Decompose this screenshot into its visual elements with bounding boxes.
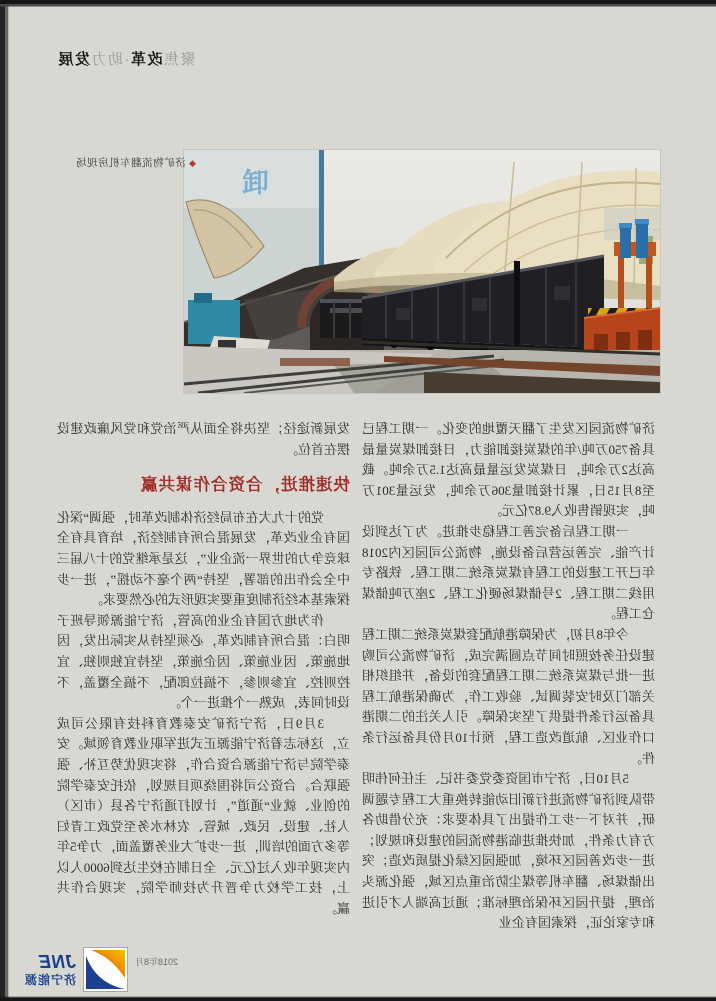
issue-date: 2018年8月 [134,957,178,967]
building-sign-text: 卸 [242,168,269,198]
caption-text: 济矿物流翻车机房现场 [75,158,186,169]
paragraph: 3月9日，济宁济矿安泰教育科技有限公司成立，这标志着济宁能源正式进军职业教育领域。安泰学院与济宁能源合资合作，将实现优势互补、强强联合。合资公司将围绕项目规划，依托安泰学院的创业、就业“通道”，计划打通济宁各县（市区）人社、建设、民政、城管、农林水务至党政工青妇等多方面的培训，进一步扩大业务覆盖面，力争5年内实现年收入过亿元、全日制在校生达到6000人以上，技工学校力争晋升为技师学院，实现合作共赢。 [57,715,350,917]
section-header [57,48,196,69]
header-separator: · [123,51,130,68]
paragraph: 发展新途径；坚决将全面从严治党和党风廉政建设摆在首位。 [57,421,350,457]
article-body [57,419,655,935]
paragraph: 一期工程后备完善工程稳步推进。为了达到设计产能、完善运营后备设施，物流公司园区内2018年已开工建设的工程有煤炭系统二期工程、铁路专用线二期工程、2号储煤场硬化工程、2座万吨储煤仓工程。 [362,523,655,622]
logo-jne-text: JNE [37,952,76,972]
paragraph: 5月10日，济宁市国资委党委书记、主任何伟明带队到济矿物流进行新旧动能转换重大工程专题调研，并对下一步工作提出了具体要求：充分借助各方有力条件，加快推进临港物流园的建设和规划；进一步改善园区环境，加强园区绿化提质改造；突出储煤场、翻车机等煤尘防治重点区域，强化源头治理，提升园区环保治理标准；通过高端人才引进和专家论证，探索国有企业 [362,771,655,931]
header-light-2: 助力 [90,51,124,68]
jne-logo-wordmark [24,953,76,986]
paragraph: 作为地方国有企业的高管，济宁能源领导班子明白：混合所有制改革，必须坚持从实际出发，因地施策、因业施策、因企施策，坚持宜独则独、宜控则控、宜参则参，不搞拉郎配，不搞全覆盖，不设时间表，成熟一个推进一个。 [57,612,350,711]
header-light-1: 聚焦 [162,51,196,68]
header-bold-2: 发展 [57,51,91,68]
header-bold-1: 改革 [129,51,163,68]
page-footer [24,947,178,992]
photo-tippler-yard [184,150,660,393]
paragraph: 济矿物流园区发生了翻天覆地的变化。一期工程已具备750万吨/年的煤炭接卸能力，日接卸煤炭量最高达2万余吨，日煤炭发运量最高达1.5万余吨。截至8月15日，累计接卸量306万余吨，发运量301万吨，实现销售收入9.87亿元。 [362,421,655,519]
hydraulic-cylinder [636,224,648,258]
photo-illustration [184,150,660,393]
article-column-left [362,419,655,935]
scan-edge-top [0,0,716,7]
logo-company-name: 济宁能源 [23,973,76,987]
scan-edge-bottom [0,996,716,1001]
section-headline: 快速推进，合资合作谋共赢 [140,476,350,495]
article-column-right [57,419,350,935]
binding-spine-shadow [0,0,9,1001]
jne-logo-icon [83,947,128,992]
hydraulic-cylinder [620,228,631,258]
paragraph: 党的十九大在布局经济体制改革时，强调“深化国有企业改革，发展混合所有制经济，培育具有全球竞争力的世界一流企业”，这是承继党的十八届三中全会作出的部署，坚持“两个毫不动摇”，进一步探索基本经济制度重要实现形式的必然要求。 [57,509,350,608]
caption-diamond-icon: ◆ [188,158,196,168]
photo-caption [50,156,196,171]
paragraph: 今年8月初，为保障港航配套煤炭系统二期工程建设任务按照时间节点圆满完成，济矿物流公司购进一批与煤炭系统二期工程配套的设备，并组织相关部门及时安装调试、验收工作，为确保港航工程具备运行条件提供了坚实保障。引人关注的二期港口作业区、航道改造工程，预计10月份具备运行条件。 [362,626,655,766]
